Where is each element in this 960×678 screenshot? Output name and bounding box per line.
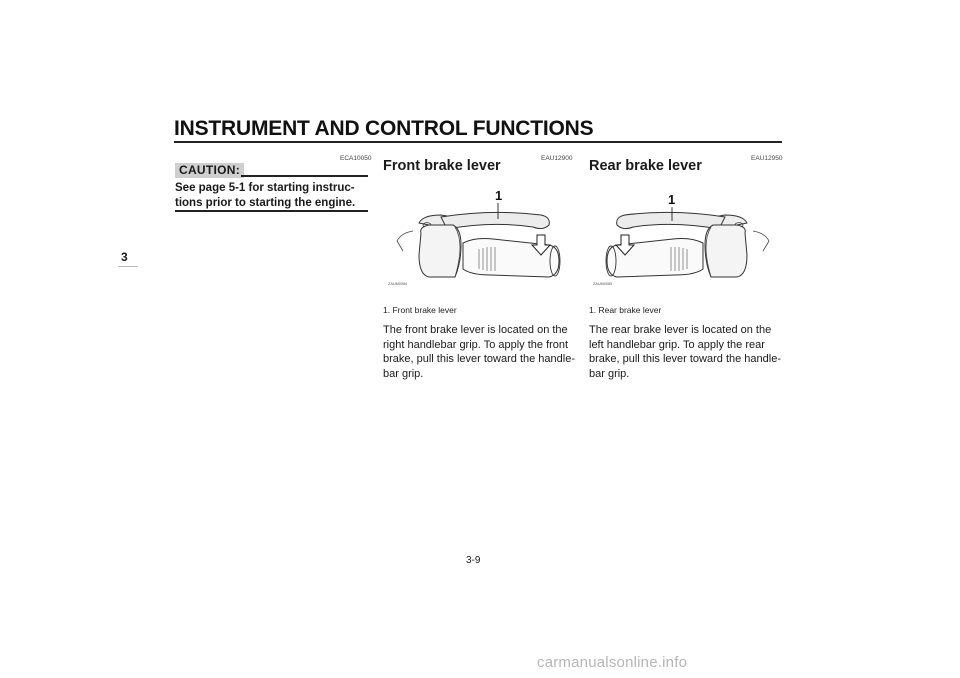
caution-top-rule: [241, 175, 368, 177]
front-brake-lever-illustration: [383, 183, 578, 288]
rear-brake-code: EAU12950: [751, 155, 783, 162]
front-brake-caption: 1. Front brake lever: [383, 305, 457, 315]
page-title: INSTRUMENT AND CONTROL FUNCTIONS: [174, 117, 594, 140]
figure-callout: 1: [495, 188, 503, 203]
caution-line: See page 5-1 for starting instruc-: [175, 182, 355, 194]
header-rule: [174, 141, 782, 143]
caution-bottom-rule: [175, 210, 368, 212]
body-line: The front brake lever is located on the: [383, 324, 568, 336]
rear-brake-title: Rear brake lever: [589, 158, 702, 174]
front-brake-title: Front brake lever: [383, 158, 501, 174]
figure-code: ZAUM0084: [388, 282, 408, 286]
body-line: bar grip.: [589, 368, 630, 381]
caution-code: ECA10050: [340, 155, 372, 162]
watermark: carmanualsonline.info: [537, 654, 688, 671]
figure-callout: 1: [668, 192, 676, 207]
body-line: right handlebar grip. To apply the front: [383, 338, 569, 351]
front-brake-code: EAU12900: [541, 155, 573, 162]
body-line: left handlebar grip. To apply the rear: [589, 338, 765, 351]
body-line: brake, pull this lever toward the handle-: [589, 353, 781, 366]
body-line: bar grip.: [383, 368, 424, 381]
caution-badge: CAUTION:: [175, 163, 244, 178]
caution-line: tions prior to starting the engine.: [175, 196, 356, 209]
figure-code: ZAUM0085: [593, 282, 613, 286]
rear-brake-lever-illustration: [588, 183, 783, 288]
caution-text: [175, 181, 370, 210]
chapter-tab: 3: [121, 250, 128, 264]
body-line: brake, pull this lever toward the handle-: [383, 353, 575, 366]
body-line: The rear brake lever is located on the: [589, 324, 772, 336]
rear-brake-caption: 1. Rear brake lever: [589, 305, 662, 315]
front-brake-body: [383, 323, 579, 382]
page-number: 3-9: [466, 555, 481, 566]
rear-brake-body: [589, 323, 785, 382]
chapter-tab-marker: [118, 266, 138, 267]
